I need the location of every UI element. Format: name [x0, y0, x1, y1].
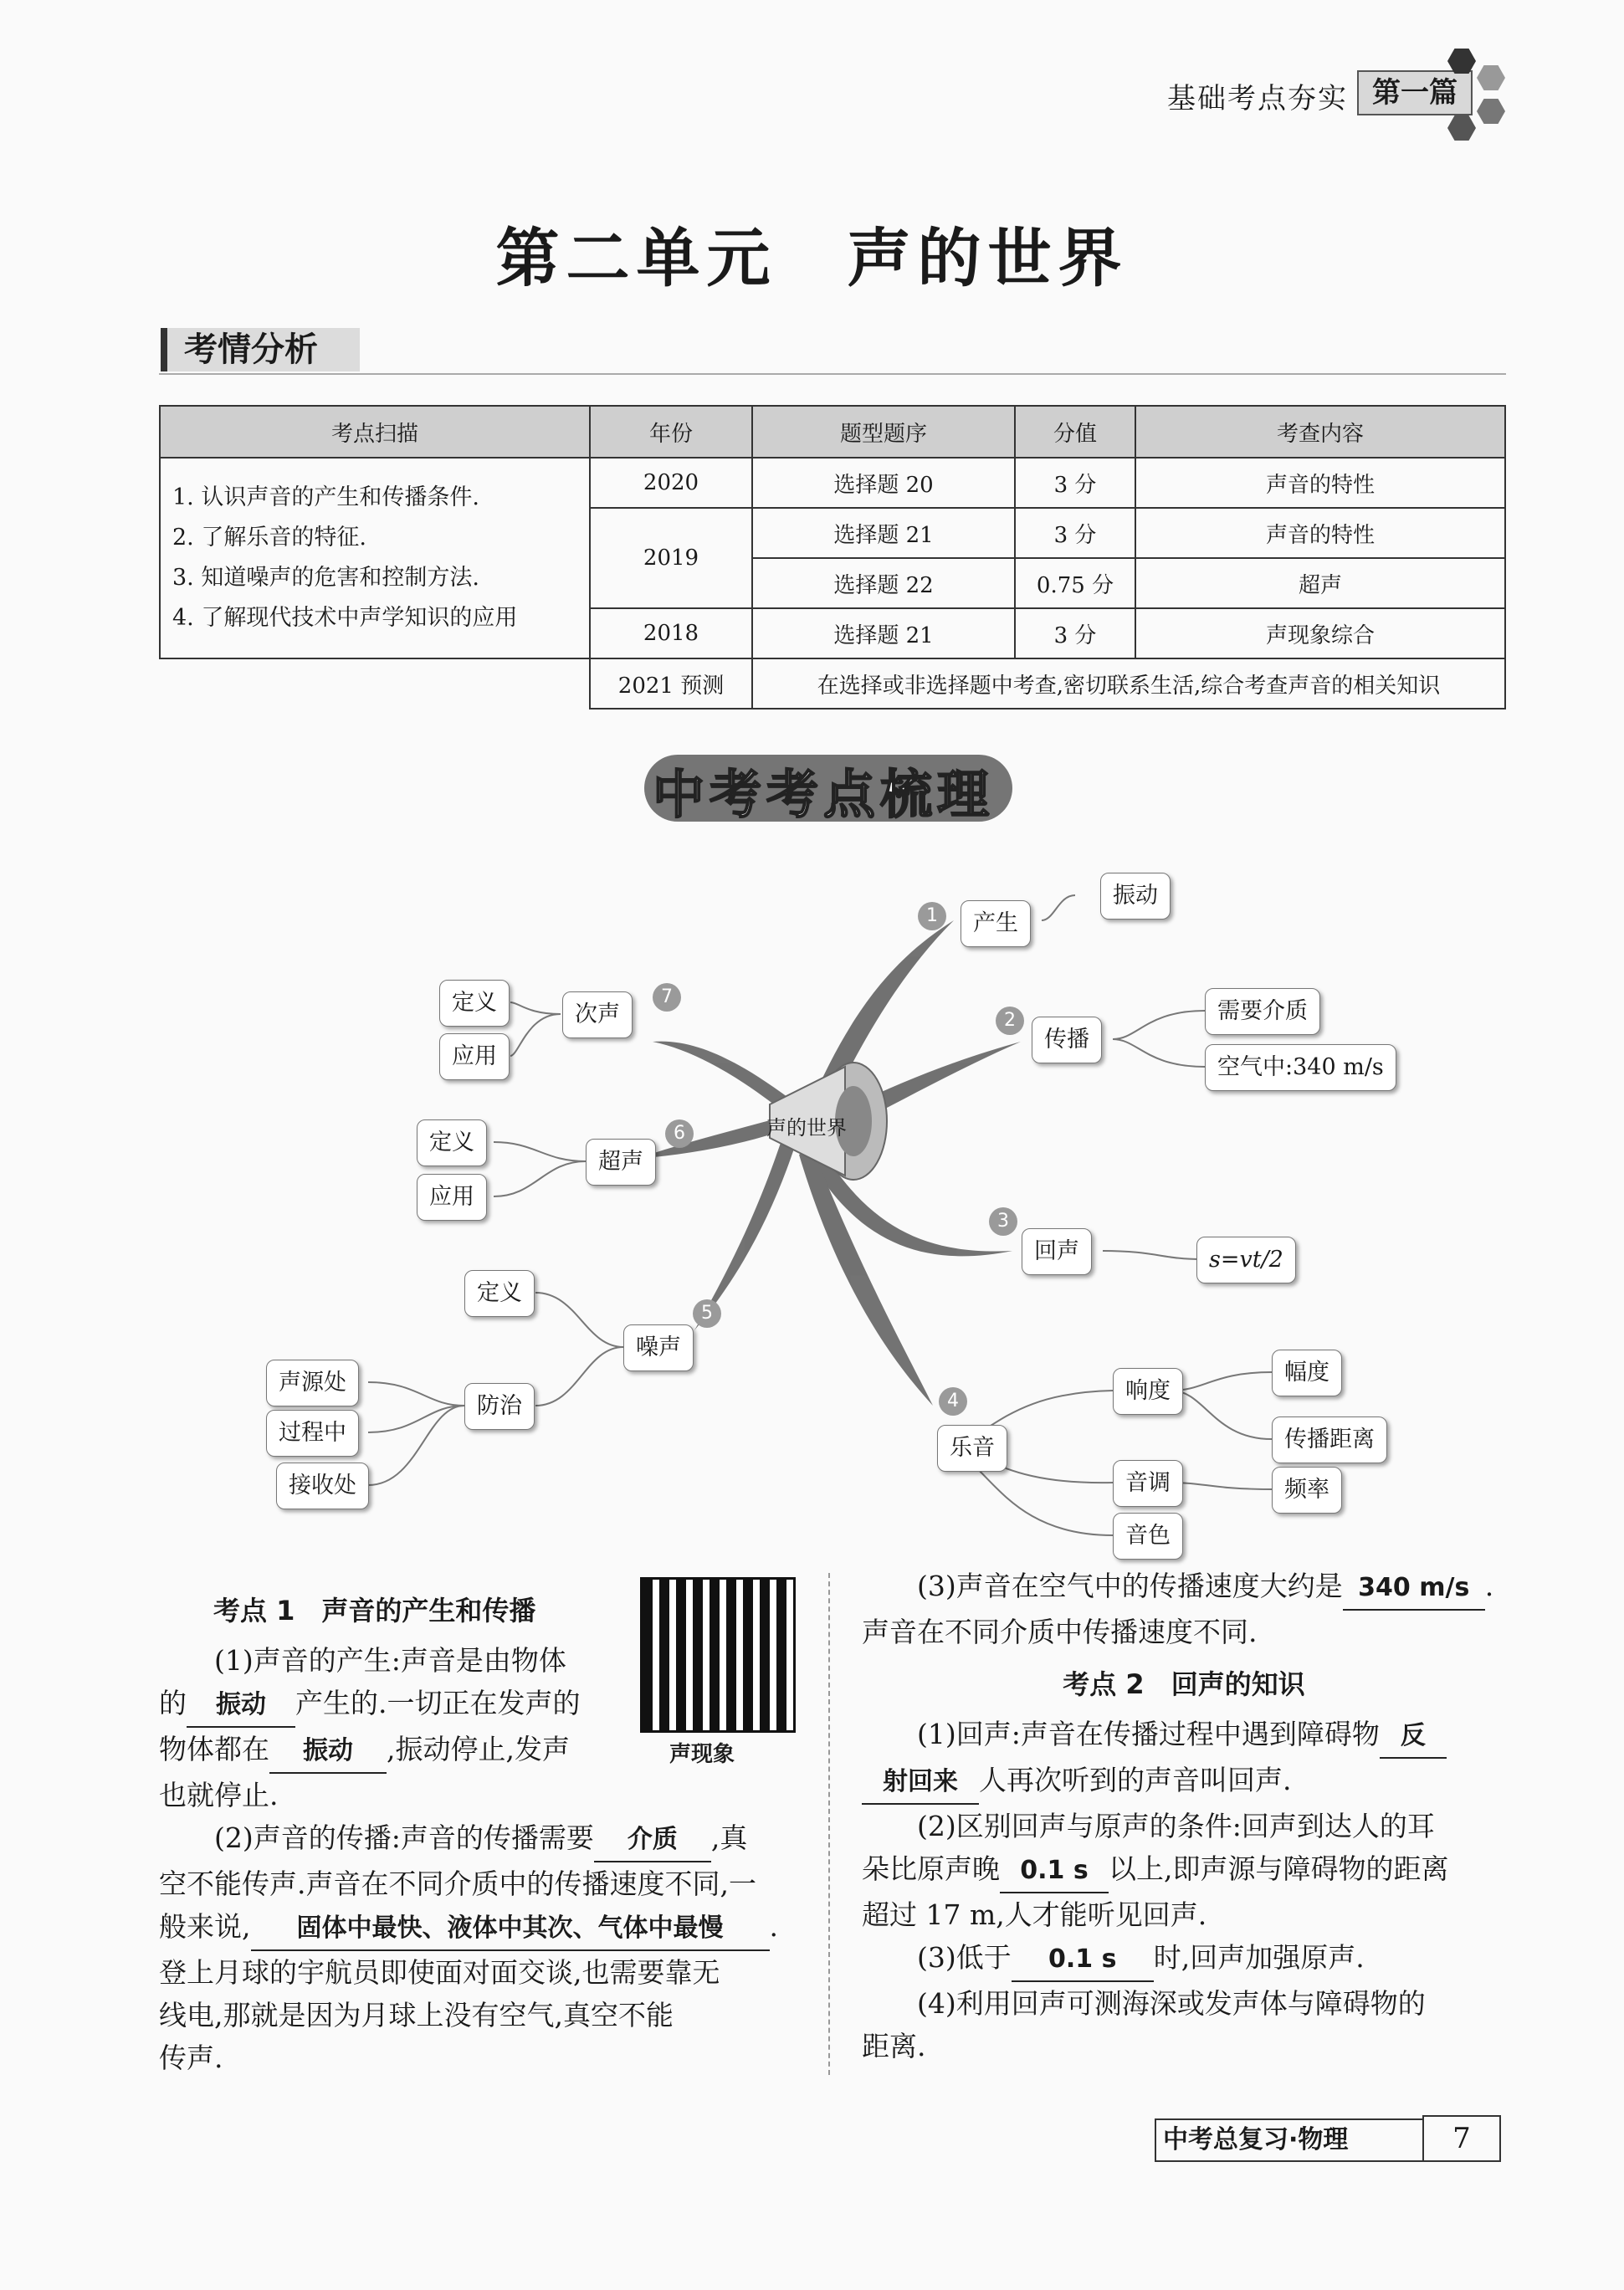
text: 人再次听到的声音叫回声. [979, 1764, 1292, 1796]
page-title: 第二单元 声的世界 [495, 221, 1129, 295]
content-cell: 在选择或非选择题中考查,密切联系生活,综合考查声音的相关知识 [752, 658, 1505, 709]
score-cell: 3 分 [1015, 458, 1135, 508]
score-cell: 3 分 [1015, 508, 1135, 558]
node-in-transit: 过程中 [266, 1410, 359, 1457]
section-banner-title: 中考考点梳理 [653, 764, 995, 825]
paragraph [159, 1862, 803, 1905]
paragraph [862, 1759, 1506, 1805]
paragraph [159, 2036, 803, 2079]
kp1-title: 考点 1 声音的产生和传播 [213, 1595, 536, 1627]
text: 线电,那就是因为月球上没有空气,真空不能 [159, 1999, 674, 2031]
text: (2)区别回声与原声的条件:回声到达人的耳 [917, 1810, 1435, 1842]
answer-blank: 介质 [594, 1818, 711, 1862]
node-ultrasound-application: 应用 [417, 1174, 487, 1221]
content-cell: 声现象综合 [1135, 608, 1505, 658]
connector [494, 1161, 586, 1196]
empty-cell [160, 658, 590, 709]
table-row [160, 658, 1505, 709]
mindmap-branches [0, 870, 1624, 1573]
text: 登上月球的宇航员即使面对面交谈,也需要靠无 [159, 1956, 720, 1989]
connector [1113, 1011, 1205, 1039]
node-infrasound-application: 应用 [439, 1033, 510, 1080]
connector [368, 1406, 464, 1485]
scan-point: 1. 认识声音的产生和传播条件. [172, 484, 479, 510]
paragraph [159, 1816, 803, 1862]
paragraph [159, 1639, 611, 1682]
node-propagation: 传播 [1032, 1017, 1102, 1063]
scan-points-cell [160, 458, 590, 658]
node-pitch: 音调 [1113, 1460, 1183, 1507]
node-vibration: 振动 [1100, 873, 1171, 920]
hexagon-deco-icon [1447, 115, 1476, 141]
branch-number: 1 [918, 902, 946, 930]
type-cell: 选择题 21 [752, 508, 1015, 558]
column-header: 考查内容 [1135, 406, 1505, 458]
text: (3)声音在空气中的传播速度大约是 [917, 1570, 1343, 1602]
node-speed-in-air: 空气中:340 m/s [1205, 1044, 1396, 1091]
connector [1113, 1039, 1205, 1067]
node-distance: 传播距离 [1272, 1417, 1387, 1463]
paragraph [862, 1565, 1506, 1611]
branch-number: 7 [653, 983, 681, 1012]
text: (2)声音的传播:声音的传播需要 [214, 1821, 594, 1854]
section-label: 基础考点夯实 [1167, 82, 1348, 115]
connector [1171, 1483, 1272, 1489]
page-number: 7 [1422, 2115, 1501, 2162]
node-echo: 回声 [1022, 1228, 1092, 1275]
node-needs-medium: 需要介质 [1205, 988, 1320, 1035]
content-cell: 超声 [1135, 558, 1505, 608]
connector [1171, 1372, 1272, 1391]
table-row [160, 458, 1505, 508]
branch-6 [636, 1117, 786, 1159]
paragraph [159, 1951, 803, 1994]
node-musical-sound: 乐音 [937, 1425, 1007, 1472]
table-header-row [160, 406, 1505, 458]
node-infrasound: 次声 [562, 991, 633, 1038]
answer-blank: 振动 [187, 1683, 295, 1728]
hexagon-deco-icon [1477, 65, 1505, 90]
content-cell: 声音的特性 [1135, 458, 1505, 508]
column-header: 题型题序 [752, 406, 1015, 458]
branch-number: 4 [939, 1387, 967, 1416]
answer-blank: 0.1 s [1012, 1938, 1154, 1982]
paragraph [862, 1936, 1506, 1982]
text: 超过 17 m,人才能听见回声. [862, 1898, 1207, 1931]
column-header: 分值 [1015, 406, 1135, 458]
divider [159, 373, 1506, 375]
node-frequency: 频率 [1272, 1467, 1342, 1514]
paragraph [862, 1982, 1506, 2025]
text: 声音在不同介质中传播速度不同. [862, 1616, 1258, 1648]
answer-blank: 固体中最快、液体中其次、气体中最慢 [251, 1907, 770, 1951]
connector [1042, 895, 1075, 920]
paragraph [862, 2025, 1506, 2067]
mindmap-center: 声的世界 [766, 1116, 847, 1140]
scan-point: 3. 知道噪声的危害和控制方法. [172, 565, 479, 591]
text: (4)利用回声可测海深或发声体与障碍物的 [917, 1987, 1426, 2020]
answer-blank: 340 m/s [1343, 1566, 1485, 1611]
kp2-title: 考点 2 回声的知识 [1063, 1668, 1305, 1700]
branch-4 [799, 1146, 933, 1406]
column-header: 考点扫描 [160, 406, 590, 458]
node-noise: 噪声 [623, 1324, 694, 1371]
text: ,振动停止,发声 [387, 1733, 570, 1765]
connector [1171, 1391, 1272, 1439]
analysis-table [159, 405, 1506, 710]
text: ,真 [710, 1821, 748, 1854]
year-cell: 2020 [590, 458, 752, 508]
node-noise-definition: 定义 [464, 1270, 535, 1317]
text: (1)声音的产生:声音是由物体 [214, 1644, 566, 1677]
connector [1103, 1251, 1201, 1259]
book-title: 中考总复习·物理 [1155, 2118, 1424, 2162]
paragraph [159, 1774, 803, 1816]
scan-point: 4. 了解现代技术中声学知识的应用 [172, 605, 518, 631]
connector [535, 1347, 623, 1406]
year-cell: 2021 预测 [590, 658, 752, 709]
connector [494, 1142, 586, 1161]
node-amplitude: 幅度 [1272, 1350, 1342, 1396]
part-badge: 第一篇 [1357, 70, 1473, 115]
year-cell: 2019 [590, 508, 752, 608]
text: 以上,即声源与障碍物的距离 [1109, 1852, 1449, 1885]
node-echo-formula: s=vt/2 [1196, 1237, 1296, 1283]
connector [368, 1382, 464, 1406]
text: . [1484, 1570, 1494, 1602]
text: . [769, 1910, 778, 1943]
node-loudness: 响度 [1113, 1368, 1183, 1415]
content-cell: 声音的特性 [1135, 508, 1505, 558]
branch-number: 2 [996, 1007, 1024, 1035]
hexagon-deco-icon [1477, 99, 1505, 124]
branch-number: 5 [693, 1299, 721, 1328]
text: (1)回声:声音在传播过程中遇到障碍物 [917, 1718, 1380, 1750]
connector [535, 1293, 623, 1347]
connector [510, 1014, 561, 1056]
paragraph [862, 1713, 1506, 1759]
branch-number: 6 [665, 1119, 694, 1148]
column-header: 年份 [590, 406, 752, 458]
text: 空不能传声.声音在不同介质中的传播速度不同,一 [159, 1867, 756, 1900]
kp1-section [159, 1590, 803, 2079]
text: 产生的.一切正在发声的 [295, 1687, 581, 1719]
text: (3)低于 [917, 1941, 1012, 1974]
answer-blank: 振动 [269, 1729, 387, 1774]
text: 的 [159, 1687, 187, 1719]
paragraph [862, 1805, 1506, 1847]
score-cell: 3 分 [1015, 608, 1135, 658]
text: 般来说, [159, 1910, 251, 1943]
paragraph [862, 1847, 1506, 1893]
node-at-receiver: 接收处 [276, 1463, 369, 1509]
column-divider [828, 1573, 830, 2075]
paragraph [159, 1905, 803, 1951]
paragraph [159, 1728, 611, 1774]
node-infrasound-definition: 定义 [439, 980, 510, 1027]
text: 时,回声加强原声. [1153, 1941, 1365, 1974]
text: 传声. [159, 2042, 223, 2074]
text: 也就停止. [159, 1779, 279, 1811]
right-column [862, 1565, 1506, 2067]
node-ultrasound-definition: 定义 [417, 1119, 487, 1166]
paragraph [862, 1893, 1506, 1936]
branch-number: 3 [989, 1207, 1017, 1236]
paragraph [159, 1682, 611, 1728]
text: 距离. [862, 2030, 926, 2062]
year-cell: 2018 [590, 608, 752, 658]
answer-blank: 反 [1380, 1714, 1447, 1759]
node-at-source: 声源处 [266, 1360, 359, 1406]
text: 物体都在 [159, 1733, 269, 1765]
node-noise-control: 防治 [464, 1383, 535, 1430]
type-cell: 选择题 21 [752, 608, 1015, 658]
node-timbre: 音色 [1113, 1513, 1183, 1560]
answer-blank: 射回来 [862, 1760, 979, 1805]
type-cell: 选择题 22 [752, 558, 1015, 608]
node-ultrasound: 超声 [586, 1139, 656, 1186]
scan-point: 2. 了解乐音的特征. [172, 525, 366, 551]
node-produce: 产生 [961, 900, 1031, 947]
paragraph [862, 1611, 1506, 1653]
text: 朵比原声晚 [862, 1852, 1000, 1885]
type-cell: 选择题 20 [752, 458, 1015, 508]
answer-blank: 0.1 s [1000, 1849, 1109, 1893]
qr-label: 声现象 [669, 1742, 735, 1767]
score-cell: 0.75 分 [1015, 558, 1135, 608]
analysis-tag: 考情分析 [161, 328, 360, 371]
paragraph [159, 1994, 803, 2036]
connector [510, 1002, 561, 1014]
